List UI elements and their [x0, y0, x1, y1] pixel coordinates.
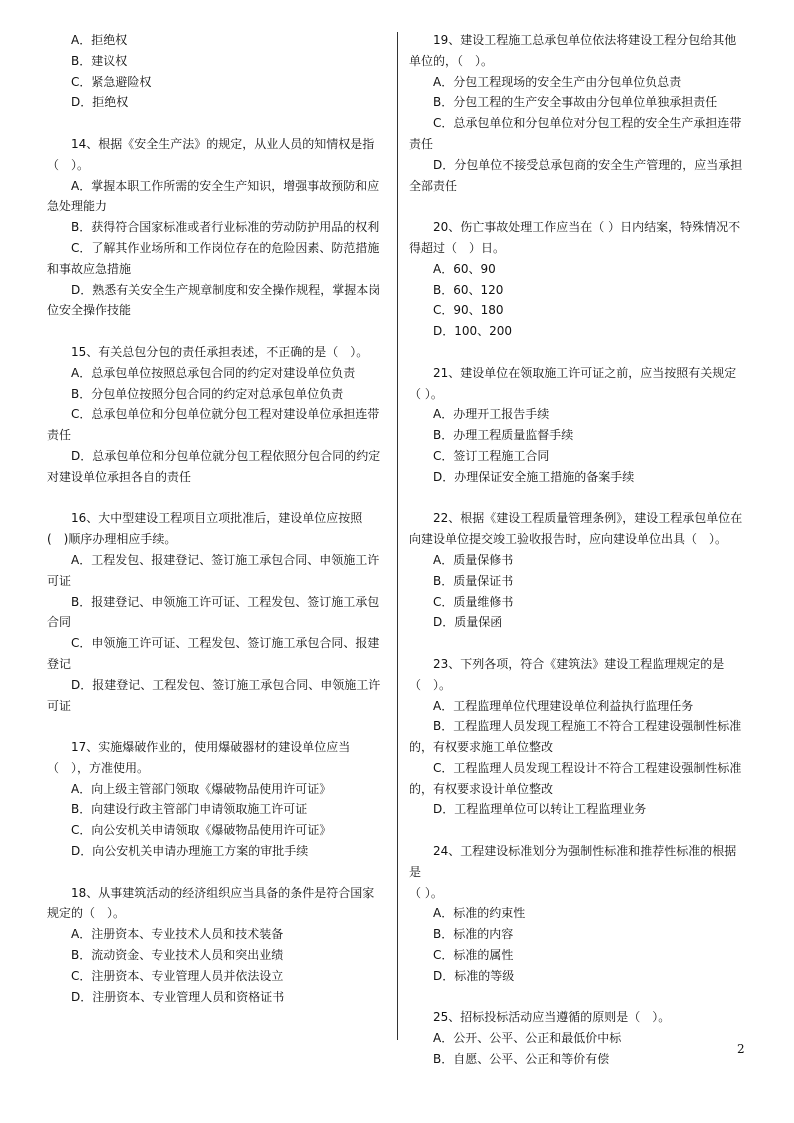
- answer-option: D．100、200: [433, 324, 513, 339]
- answer-option: B．标准的内容: [433, 927, 514, 942]
- answer-option: C．总承包单位和分包单位就分包工程对建设单位承担连带责任: [47, 407, 380, 443]
- question-q13-tail: [47, 30, 382, 113]
- answer-option: D．工程监理单位可以转让工程监理业务: [433, 802, 647, 817]
- answer-option: A．质量保修书: [433, 552, 514, 567]
- answer-option: B．自愿、公平、公正和等价有偿: [433, 1052, 610, 1067]
- question-stem: （ ）。: [47, 157, 90, 172]
- question-spacer: [47, 321, 382, 342]
- answer-option: D．注册资本、专业管理人员和资格证书: [71, 989, 285, 1004]
- question-stem: 19、建设工程施工总承包单位依法将建设工程分包给其他单位的，（ ）。: [409, 33, 737, 68]
- question-stem: 17、实施爆破作业的，使用爆破器材的建设单位应当: [71, 740, 351, 755]
- question-stem: 22、根据《建设工程质量管理条例》，建设工程承包单位在向建设单位提交竣工验收报告时，应向建设单位出具（ ）。: [409, 511, 743, 547]
- answer-option: C．标准的属性: [433, 948, 514, 963]
- question-q20: [409, 217, 745, 342]
- question-stem: 25、招标投标活动应当遵循的原则是（ ）。: [433, 1010, 671, 1025]
- answer-option: C．注册资本、专业管理人员并依法设立: [71, 968, 284, 983]
- right-column: [409, 30, 745, 1070]
- question-spacer: [47, 862, 382, 883]
- answer-option: C．工程监理人员发现工程设计不符合工程建设强制性标准的，有权要求设计单位整改: [409, 760, 742, 796]
- answer-option: B．分包工程的生产安全事故由分包单位单独承担责任: [433, 95, 718, 110]
- answer-option: A．向上级主管部门领取《爆破物品使用许可证》: [71, 781, 332, 796]
- question-stem: 14、根据《安全生产法》的规定，从业人员的知情权是指: [71, 136, 375, 151]
- question-q22: [409, 508, 745, 633]
- answer-option: C．申领施工许可证、工程发包、签订施工承包合同、报建登记: [47, 636, 380, 671]
- answer-option: A．公开、公平、公正和最低价中标: [433, 1031, 622, 1046]
- answer-option: A．60、90: [433, 261, 496, 276]
- question-stem: 21、建设单位在领取施工许可证之前，应当按照有关规定: [433, 365, 737, 380]
- question-spacer: [409, 633, 745, 654]
- question-spacer: [47, 113, 382, 134]
- answer-option: C．90、180: [433, 303, 504, 318]
- answer-option: D．熟悉有关安全生产规章制度和安全操作规程，掌握本岗位安全操作技能: [47, 282, 381, 318]
- answer-option: B．60、120: [433, 282, 504, 297]
- answer-option: C．了解其作业场所和工作岗位存在的危险因素、防范措施和事故应急措施: [47, 240, 380, 276]
- column-divider: [397, 32, 398, 1040]
- answer-option: A．工程发包、报建登记、签订施工承包合同、申领施工许可证: [47, 552, 380, 588]
- answer-option: C．向公安机关申请领取《爆破物品使用许可证》: [71, 823, 332, 838]
- question-stem: （ ）。: [409, 386, 443, 401]
- answer-option: B．流动资金、专业技术人员和突出业绩: [71, 948, 284, 963]
- question-q19: [409, 30, 745, 196]
- question-spacer: [409, 820, 745, 841]
- answer-option: B．建议权: [71, 53, 128, 68]
- answer-option: D．分包单位不接受总承包商的安全生产管理的，应当承担全部责任: [409, 157, 743, 193]
- question-spacer: [409, 342, 745, 363]
- question-spacer: [47, 716, 382, 737]
- answer-option: D．办理保证安全施工措施的备案手续: [433, 469, 635, 484]
- left-column: [47, 30, 382, 1007]
- question-q17: [47, 737, 382, 862]
- question-stem: 15、有关总包分包的责任承担表述，不正确的是（ ）。: [71, 344, 369, 359]
- answer-option: A．注册资本、专业技术人员和技术装备: [71, 927, 284, 942]
- question-spacer: [47, 488, 382, 509]
- question-stem: （ ），方准使用。: [47, 760, 150, 775]
- question-q24: [409, 841, 745, 987]
- question-spacer: [409, 987, 745, 1008]
- question-q18: [47, 883, 382, 1008]
- question-q25: [409, 1007, 745, 1069]
- question-q15: [47, 342, 382, 488]
- question-stem: 20、伤亡事故处理工作应当在（ ）日内结案，特殊情况不得超过（ ）日。: [409, 220, 741, 255]
- page-number: 2: [737, 1042, 745, 1056]
- answer-option: C．签订工程施工合同: [433, 448, 550, 463]
- answer-option: D．向公安机关申请办理施工方案的审批手续: [71, 844, 309, 859]
- answer-option: A．总承包单位按照总承包合同的约定对建设单位负责: [71, 365, 356, 380]
- answer-option: C．质量维修书: [433, 594, 514, 609]
- question-spacer: [409, 196, 745, 217]
- answer-option: B．获得符合国家标准或者行业标准的劳动防护用品的权利: [71, 220, 380, 235]
- answer-option: B．分包单位按照分包合同的约定对总承包单位负责: [71, 386, 344, 401]
- question-stem: 18、从事建筑活动的经济组织应当具备的条件是符合国家规定的（ ）。: [47, 885, 375, 921]
- answer-option: A．掌握本职工作所需的安全生产知识，增强事故预防和应急处理能力: [47, 178, 380, 214]
- question-q23: [409, 654, 745, 820]
- answer-option: C．紧急避险权: [71, 74, 152, 89]
- question-stem: （ ）。: [409, 885, 443, 900]
- question-stem: 24、工程建设标准划分为强制性标准和推荐性标准的根据是: [409, 844, 737, 879]
- answer-option: A．分包工程现场的安全生产由分包单位负总责: [433, 74, 682, 89]
- answer-option: D．拒绝权: [71, 95, 129, 110]
- answer-option: B．办理工程质量监督手续: [433, 428, 574, 443]
- answer-option: A．办理开工报告手续: [433, 407, 550, 422]
- answer-option: B．工程监理人员发现工程施工不符合工程建设强制性标准的，有权要求施工单位整改: [409, 719, 742, 755]
- answer-option: D．质量保函: [433, 615, 503, 630]
- question-q21: [409, 363, 745, 488]
- question-spacer: [409, 488, 745, 509]
- answer-option: B．向建设行政主管部门申请领取施工许可证: [71, 802, 308, 817]
- answer-option: A．标准的约束性: [433, 906, 526, 921]
- question-stem: （ ）。: [409, 677, 452, 692]
- question-stem: 16、大中型建设工程项目立项批准后，建设单位应按照( )顺序办理相应手续。: [47, 511, 363, 547]
- answer-option: A．工程监理单位代理建设单位利益执行监理任务: [433, 698, 694, 713]
- answer-option: A．拒绝权: [71, 33, 128, 47]
- answer-option: D．报建登记、工程发包、签订施工承包合同、申领施工许可证: [47, 677, 381, 713]
- answer-option: C．总承包单位和分包单位对分包工程的安全生产承担连带责任: [409, 116, 742, 151]
- question-q16: [47, 508, 382, 716]
- answer-option: D．总承包单位和分包单位就分包工程依照分包合同的约定对建设单位承担各自的责任: [47, 448, 381, 484]
- question-stem: 23、下列各项，符合《建筑法》建设工程监理规定的是: [433, 656, 725, 671]
- answer-option: D．标准的等级: [433, 968, 515, 983]
- question-q14: [47, 134, 382, 321]
- answer-option: B．质量保证书: [433, 573, 514, 588]
- answer-option: B．报建登记、申领施工许可证、工程发包、签订施工承包合同: [47, 594, 380, 630]
